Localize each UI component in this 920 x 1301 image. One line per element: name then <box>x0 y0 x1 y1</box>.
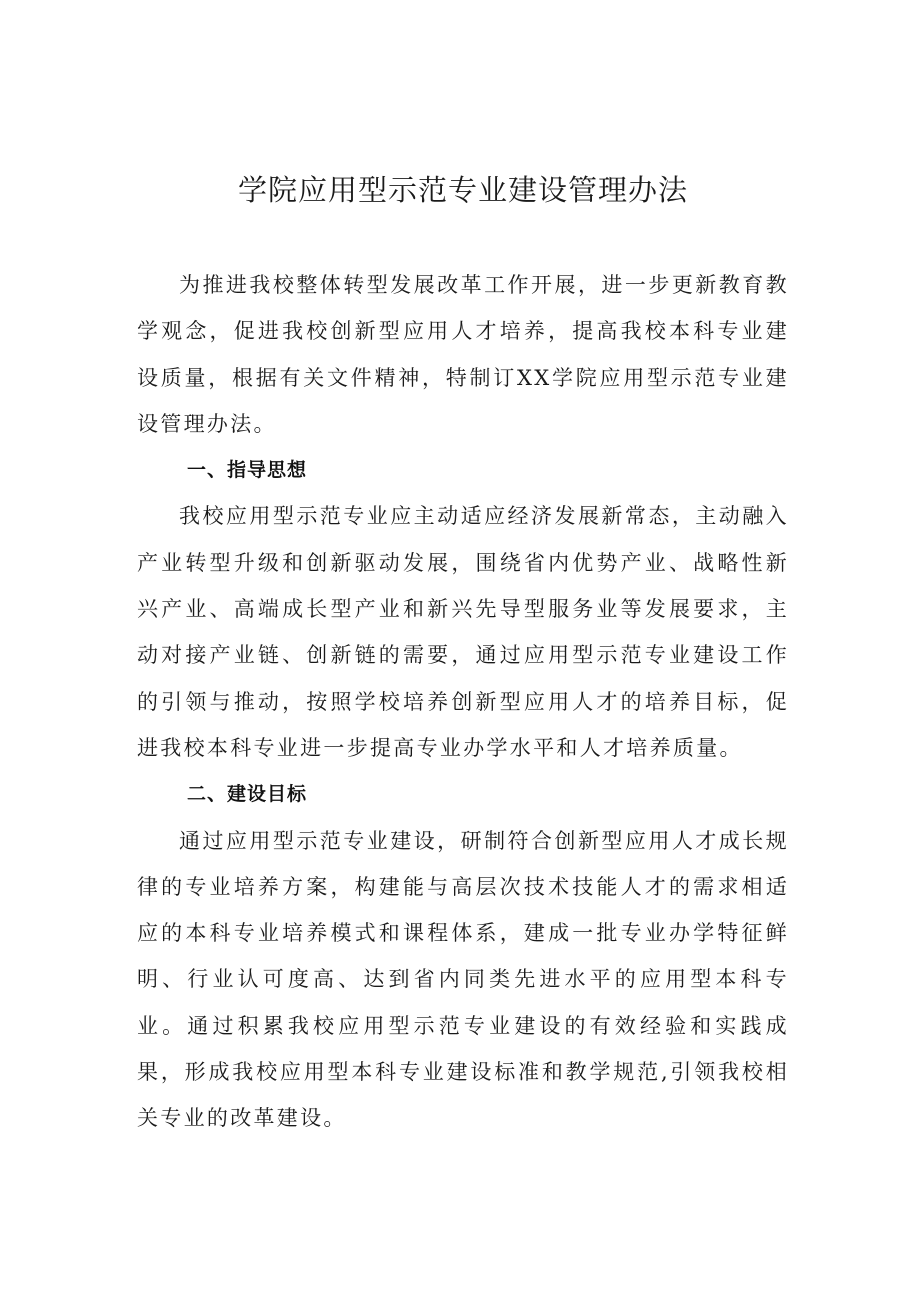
section-heading-guiding-ideology: 一、指导思想 <box>187 459 308 482</box>
section-heading-construction-goals: 二、建设目标 <box>187 783 308 806</box>
intro-paragraph: 为推进我校整体转型发展改革工作开展，进一步更新教育教学观念，促进我校创新型应用人才培养，提高我校本科专业建设质量，根据有关文件精神，特制订XX学院应用型示范专业建设管理办法。 <box>137 273 789 436</box>
section-body-construction-goals: 通过应用型示范专业建设，研制符合创新型应用人才成长规律的专业培养方案，构建能与高层次技术技能人才的需求相适应的本科专业培养模式和课程体系，建成一批专业办学特征鲜明、行业认可度高、达到省内同类先进水平的应用型本科专业。通过积累我校应用型示范专业建设的有效经验和实践成果，形成我校应用型本科专业建设标准和教学规范,引领我校相关专业的改革建设。 <box>137 828 789 1131</box>
document-title: 学院应用型示范专业建设管理办法 <box>237 173 688 207</box>
section-body-guiding-ideology: 我校应用型示范专业应主动适应经济发展新常态，主动融入产业转型升级和创新驱动发展，围绕省内优势产业、战略性新兴产业、高端成长型产业和新兴先导型服务业等发展要求，主动对接产业链、创新链的需要，通过应用型示范专业建设工作的引领与推动，按照学校培养创新型应用人才的培养目标，促进我校本科专业进一步提高专业办学水平和人才培养质量。 <box>137 504 789 760</box>
